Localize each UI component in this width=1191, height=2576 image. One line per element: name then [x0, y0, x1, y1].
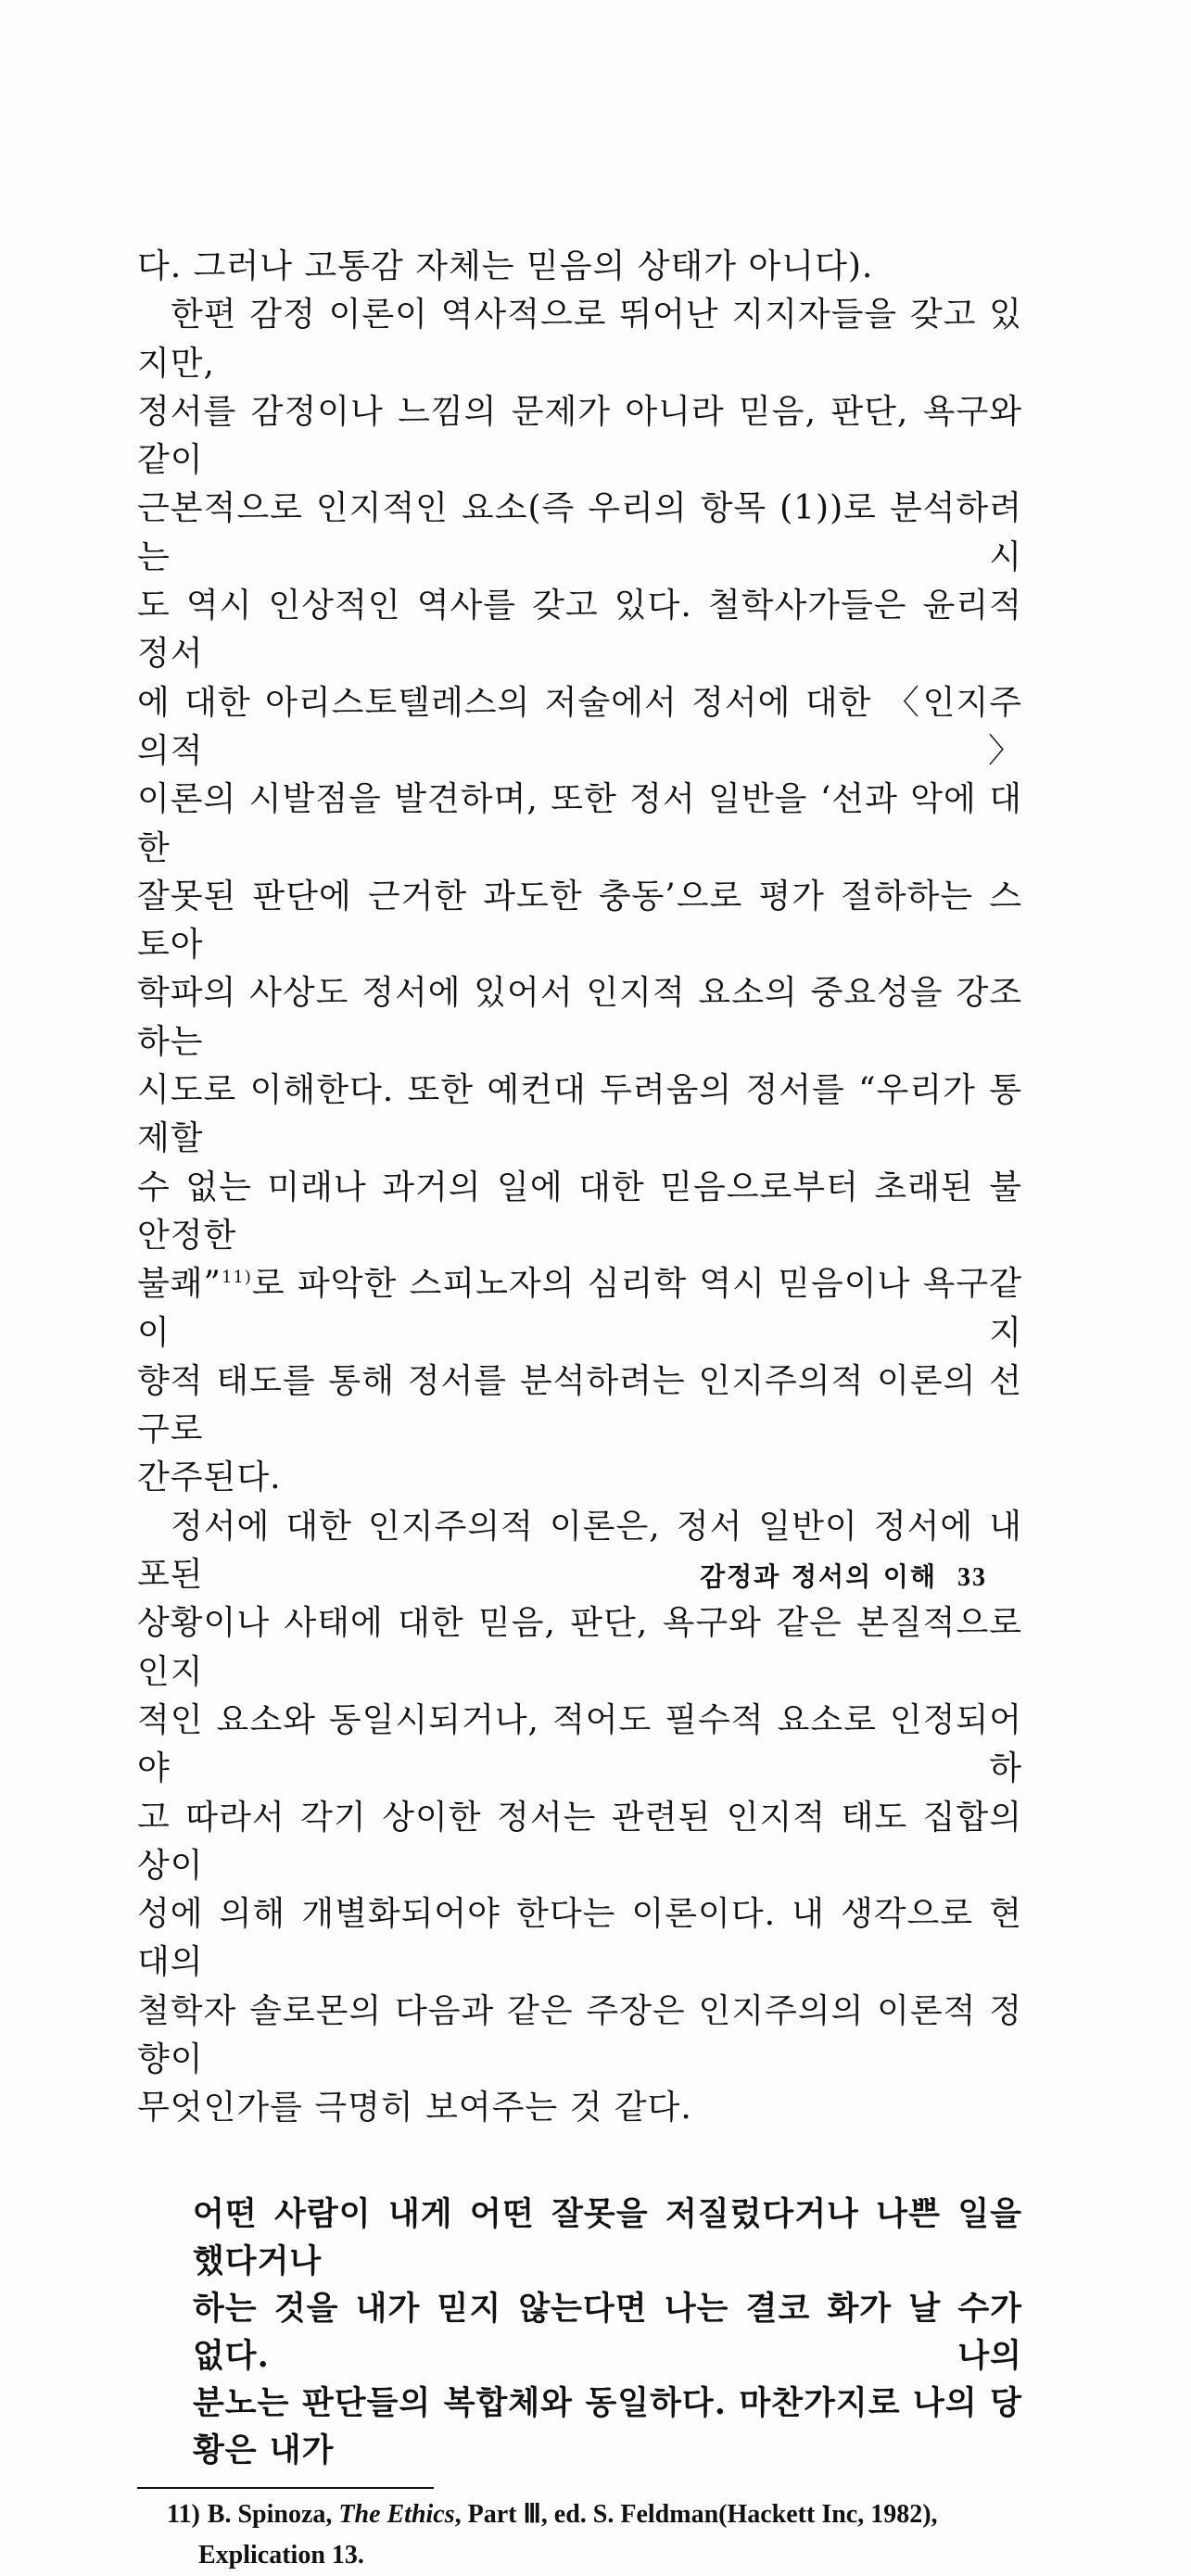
text-line: 학파의 사상도 정서에 있어서 인지적 요소의 중요성을 강조하는 — [137, 974, 1022, 1061]
text-line: 잘못된 판단에 근거한 과도한 충동’으로 평가 절하하는 스토아 — [137, 877, 1022, 965]
paragraph-continuation — [137, 243, 1022, 291]
text-line: 이론의 시발점을 발견하며, 또한 정서 일반을 ‘선과 악에 대한 — [137, 780, 1022, 867]
footnote-11 — [167, 2494, 1022, 2576]
footnote-number: 11) — [167, 2499, 200, 2529]
text-line: 고 따라서 각기 상이한 정서는 관련된 인지적 태도 집합의 상이 — [137, 1798, 1022, 1885]
paragraph-cognitivist-theory — [137, 1503, 1022, 2133]
footnote-title: The Ethics — [338, 2499, 455, 2529]
text-line — [137, 1260, 1022, 1357]
text-line: 정서를 감정이나 느낌의 문제가 아니라 믿음, 판단, 욕구와 같이 — [137, 392, 1022, 480]
text-line: 한편 감정 이론이 역사적으로 뛰어난 지지자들을 갖고 있지만, — [137, 296, 1022, 383]
text-line: 도 역시 인상적인 역사를 갖고 있다. 철학사가들은 윤리적 정서 — [137, 587, 1022, 674]
text-line: 적인 요소와 동일시되거나, 적어도 필수적 요소로 인정되어야 하 — [137, 1700, 1022, 1788]
text-line: 상황이나 사태에 대한 믿음, 판단, 욕구와 같은 본질적으로 인지 — [137, 1604, 1022, 1691]
footnote-divider — [137, 2487, 434, 2489]
text-line: 하는 것을 내가 믿지 않는다면 나는 결코 화가 날 수가 없다. 나의 — [193, 2289, 1022, 2375]
page-body — [137, 243, 1022, 2576]
footnote-line-2: Explication 13. — [198, 2540, 364, 2570]
paragraph-emotion-theory-history — [137, 291, 1022, 1502]
block-quote-solomon — [137, 2191, 1022, 2474]
text-line: 에 대한 아리스토텔레스의 저술에서 정서에 대한 〈인지주의적〉 — [137, 683, 1022, 770]
running-head — [700, 1557, 987, 1594]
text-line: 근본적으로 인지적인 요소(즉 우리의 항목 (1))로 분석하려는 시 — [137, 489, 1022, 576]
footnote-author: B. Spinoza, — [207, 2499, 333, 2529]
text-line: 정서에 대한 인지주의적 이론은, 정서 일반이 정서에 내포된 — [137, 1507, 1022, 1595]
text-line: 수 없는 미래나 과거의 일에 대한 믿음으로부터 초래된 불안정한 — [137, 1168, 1022, 1255]
footnote-reference: 11) — [221, 1268, 252, 1288]
footnote-details: , Part Ⅲ, ed. S. Feldman(Hackett Inc, 1982), — [454, 2499, 938, 2529]
text-segment: 불쾌” — [137, 1265, 222, 1304]
text-line: 철학자 솔로몬의 다음과 같은 주장은 인지주의의 이론적 정향이 — [137, 1991, 1022, 2078]
text-line: 성에 의해 개별화되어야 한다는 이론이다. 내 생각으로 현대의 — [137, 1895, 1022, 1982]
text-segment: 로 파악한 스피노자의 심리학 역시 믿음이나 욕구같이 지 — [137, 1265, 1022, 1352]
text-line: 향적 태도를 통해 정서를 분석하려는 인지주의적 이론의 선구로 — [137, 1361, 1022, 1449]
text-line: 어떤 사람이 내게 어떤 잘못을 저질렀다거나 나쁜 일을 했다거나 — [193, 2194, 1022, 2280]
text-line: 분노는 판단들의 복합체와 동일하다. 마찬가지로 나의 당황은 내가 — [193, 2383, 1022, 2469]
text-line: 무엇인가를 극명히 보여주는 것 같다. — [137, 2089, 692, 2128]
text-line: 간주된다. — [137, 1458, 282, 1497]
page-number: 33 — [957, 1563, 987, 1592]
text-line: 시도로 이해한다. 또한 예컨대 두려움의 정서를 “우리가 통제할 — [137, 1071, 1022, 1158]
running-head-title: 감정과 정서의 이해 — [700, 1561, 937, 1592]
text-line: 다. 그러나 고통감 자체는 믿음의 상태가 아니다). — [137, 247, 874, 285]
